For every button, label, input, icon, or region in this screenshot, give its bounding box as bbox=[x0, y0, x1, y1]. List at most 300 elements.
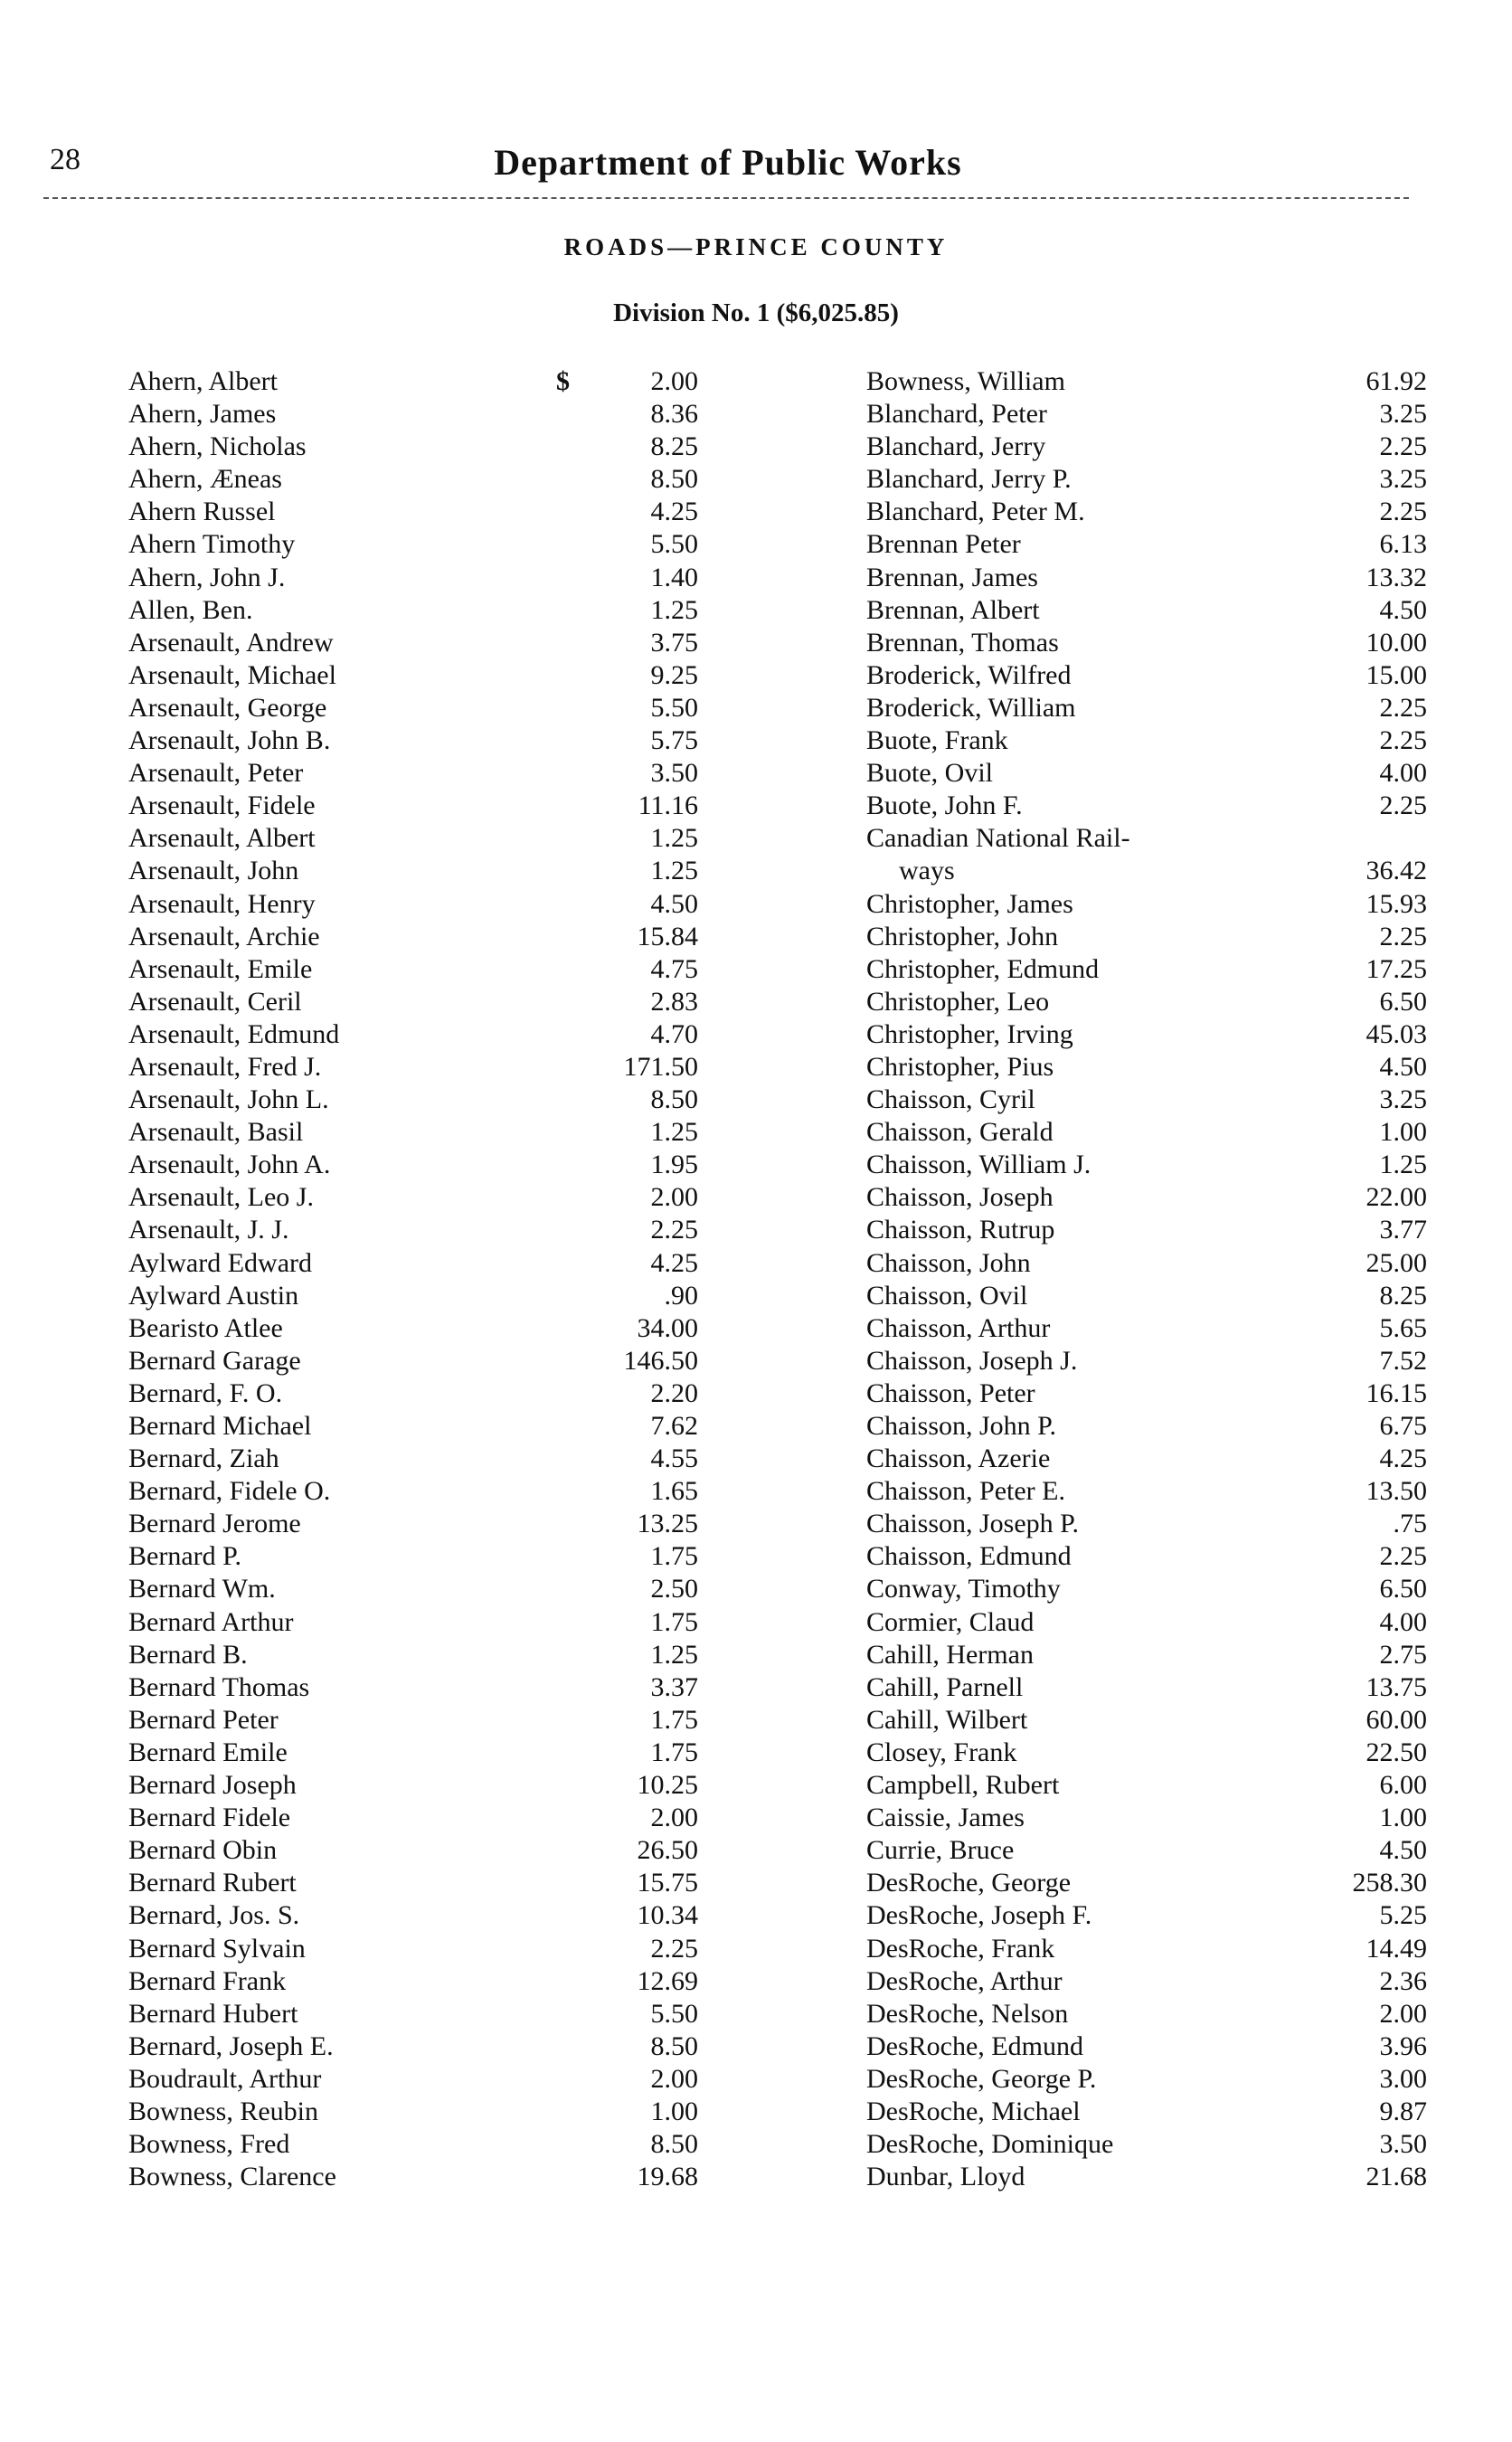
entry-name: Ahern Timothy bbox=[128, 529, 296, 560]
entry-name: ways bbox=[899, 856, 955, 886]
ledger-entry bbox=[128, 1508, 698, 1540]
ledger-entry bbox=[128, 953, 698, 986]
entry-name: Aylward Austin bbox=[128, 1280, 299, 1311]
ledger-entry bbox=[866, 562, 1427, 594]
entry-amount: 4.25 bbox=[1379, 1443, 1427, 1474]
entry-amount: 3.25 bbox=[1379, 464, 1427, 495]
entry-name: Bernard Peter bbox=[128, 1704, 279, 1735]
entry-amount: 3.25 bbox=[1379, 1084, 1427, 1115]
entry-amount: 2.25 bbox=[650, 1215, 698, 1245]
entry-name: Aylward Edward bbox=[128, 1247, 313, 1278]
ledger-entry bbox=[866, 1018, 1427, 1051]
ledger-entry bbox=[866, 1867, 1427, 1899]
entry-name: Bowness, Clarence bbox=[128, 2162, 336, 2192]
entry-name: Bernard Rubert bbox=[128, 1868, 297, 1898]
entry-name: Chaisson, Cyril bbox=[866, 1084, 1035, 1115]
entry-name: Chaisson, Ovil bbox=[866, 1280, 1028, 1311]
entry-name: Bernard Joseph bbox=[128, 1770, 297, 1801]
entry-amount: 15.84 bbox=[637, 921, 698, 951]
entry-name: Bowness, Fred bbox=[128, 2129, 290, 2160]
entry-name: Bernard, Ziah bbox=[128, 1443, 279, 1474]
entry-amount: 15.93 bbox=[1366, 888, 1427, 919]
entry-name: Bernard Emile bbox=[128, 1737, 288, 1767]
entry-name: Arsenault, Andrew bbox=[128, 627, 334, 658]
entry-amount: 17.25 bbox=[1366, 953, 1427, 984]
entry-amount: 2.83 bbox=[650, 986, 698, 1017]
ledger-entry bbox=[128, 398, 698, 431]
ledger-entry bbox=[866, 1149, 1427, 1181]
entry-amount: 4.00 bbox=[1379, 1606, 1427, 1637]
ledger-entry bbox=[866, 1704, 1427, 1737]
entry-name: Arsenault, George bbox=[128, 692, 327, 723]
ledger-entry bbox=[128, 1802, 698, 1834]
ledger-entry bbox=[866, 2030, 1427, 2063]
ledger-entry bbox=[128, 528, 698, 561]
ledger-entry bbox=[866, 1312, 1427, 1345]
entry-name: DesRoche, Edmund bbox=[866, 2030, 1083, 2061]
entry-amount: 11.16 bbox=[638, 790, 698, 821]
entry-amount: 8.50 bbox=[650, 2030, 698, 2061]
ledger-entry bbox=[866, 1084, 1427, 1116]
entry-name: Bernard Jerome bbox=[128, 1509, 301, 1539]
ledger-entry bbox=[128, 627, 698, 659]
entry-amount: 19.68 bbox=[637, 2162, 698, 2192]
entry-amount: 2.00 bbox=[650, 366, 698, 396]
ledger-entry bbox=[128, 2161, 698, 2193]
ledger-entry bbox=[128, 1312, 698, 1345]
ledger-entry bbox=[128, 1965, 698, 1998]
entry-name: Bernard, Fidele O. bbox=[128, 1476, 331, 1507]
ledger-entry bbox=[128, 1181, 698, 1214]
entry-name: Chaisson, John bbox=[866, 1247, 1031, 1278]
entry-name: Chaisson, Peter bbox=[866, 1377, 1035, 1408]
ledger-entry bbox=[128, 659, 698, 692]
ledger-entry bbox=[128, 757, 698, 790]
entry-name: Arsenault, Albert bbox=[128, 823, 316, 854]
ledger-entry bbox=[866, 1181, 1427, 1214]
entry-name: Blanchard, Jerry bbox=[866, 431, 1046, 462]
entry-name: Brennan, Thomas bbox=[866, 627, 1059, 658]
entry-name: Christopher, Leo bbox=[866, 986, 1050, 1017]
ledger-entry bbox=[128, 888, 698, 921]
entry-name: DesRoche, Joseph F. bbox=[866, 1900, 1092, 1931]
entry-name: Cahill, Herman bbox=[866, 1639, 1034, 1670]
entry-name: Dunbar, Lloyd bbox=[866, 2162, 1025, 2192]
ledger-entry bbox=[128, 1606, 698, 1639]
entry-name: DesRoche, Arthur bbox=[866, 1965, 1063, 1996]
ledger-entry bbox=[866, 1214, 1427, 1246]
ledger-entry bbox=[866, 790, 1427, 822]
entry-amount: 13.50 bbox=[1366, 1476, 1427, 1507]
ledger-entry bbox=[866, 528, 1427, 561]
entry-amount: 2.25 bbox=[650, 1933, 698, 1964]
entry-name: Christopher, James bbox=[866, 888, 1073, 919]
entry-amount: 2.25 bbox=[1379, 921, 1427, 951]
entry-name: Campbell, Rubert bbox=[866, 1770, 1060, 1801]
entry-name: Buote, Frank bbox=[866, 725, 1008, 756]
entry-amount: 1.00 bbox=[1379, 1117, 1427, 1148]
entry-amount: 3.25 bbox=[1379, 399, 1427, 430]
entry-name: Arsenault, Fidele bbox=[128, 790, 316, 821]
entry-name: Arsenault, Emile bbox=[128, 953, 313, 984]
entry-name: Broderick, William bbox=[866, 692, 1076, 723]
entry-name: Christopher, Irving bbox=[866, 1018, 1073, 1049]
ledger-entry bbox=[128, 1247, 698, 1280]
entry-name: Bernard Garage bbox=[128, 1345, 301, 1376]
ledger-entry bbox=[128, 1737, 698, 1769]
entry-name: Canadian National Rail- bbox=[866, 823, 1130, 854]
entry-amount: 7.52 bbox=[1379, 1345, 1427, 1376]
entry-name: Conway, Timothy bbox=[866, 1574, 1061, 1604]
entry-name: Cahill, Wilbert bbox=[866, 1704, 1028, 1735]
entry-amount: 8.25 bbox=[1379, 1280, 1427, 1311]
entry-name: Chaisson, Arthur bbox=[866, 1312, 1051, 1343]
ledger-entry bbox=[128, 1051, 698, 1084]
entry-amount: 2.00 bbox=[650, 1803, 698, 1833]
ledger-entry bbox=[128, 921, 698, 953]
entry-amount: 6.00 bbox=[1379, 1770, 1427, 1801]
entry-name: DesRoche, George P. bbox=[866, 2063, 1097, 2094]
entry-name: Cormier, Claud bbox=[866, 1606, 1035, 1637]
entry-amount: 8.50 bbox=[650, 464, 698, 495]
ledger-entry bbox=[866, 627, 1427, 659]
ledger-entry bbox=[866, 1933, 1427, 1965]
entry-amount: 4.75 bbox=[650, 953, 698, 984]
entry-amount: 4.50 bbox=[1379, 594, 1427, 625]
entry-name: Chaisson, John P. bbox=[866, 1411, 1057, 1441]
entry-amount: 2.00 bbox=[650, 1182, 698, 1213]
ledger-entry bbox=[128, 1084, 698, 1116]
entry-amount: 2.20 bbox=[650, 1377, 698, 1408]
entry-amount: 5.75 bbox=[650, 725, 698, 756]
entry-name: Arsenault, Michael bbox=[128, 659, 336, 690]
entry-name: Bowness, Reubin bbox=[128, 2096, 318, 2126]
ledger-entry bbox=[128, 1899, 698, 1932]
ledger-entry bbox=[866, 1475, 1427, 1508]
ledger-entry bbox=[866, 365, 1427, 398]
entry-amount: 1.25 bbox=[650, 1117, 698, 1148]
entry-amount: 6.13 bbox=[1379, 529, 1427, 560]
entry-name: Blanchard, Peter bbox=[866, 399, 1047, 430]
entry-amount: 2.25 bbox=[1379, 692, 1427, 723]
entry-name: Caissie, James bbox=[866, 1803, 1025, 1833]
entry-name: Broderick, Wilfred bbox=[866, 659, 1072, 690]
right-column bbox=[866, 365, 1427, 2193]
ledger-entry bbox=[128, 1443, 698, 1475]
ledger-entry bbox=[866, 1116, 1427, 1149]
ledger-entry bbox=[866, 1051, 1427, 1084]
entry-amount: 13.32 bbox=[1366, 562, 1427, 592]
ledger-entry bbox=[128, 822, 698, 855]
entry-name: Chaisson, Joseph P. bbox=[866, 1509, 1080, 1539]
ledger-entry bbox=[866, 496, 1427, 528]
ledger-entry bbox=[128, 1280, 698, 1312]
ledger-entry bbox=[866, 2063, 1427, 2096]
ledger-entry bbox=[866, 1769, 1427, 1802]
ledger-entry bbox=[128, 1834, 698, 1867]
ledger-entry bbox=[866, 921, 1427, 953]
ledger-entry bbox=[128, 1540, 698, 1573]
division-heading: Division No. 1 ($6,025.85) bbox=[613, 298, 899, 327]
entry-name: Bernard Thomas bbox=[128, 1671, 310, 1702]
entry-amount: 1.75 bbox=[650, 1541, 698, 1572]
entry-amount: 60.00 bbox=[1366, 1704, 1427, 1735]
ledger-entry bbox=[866, 1965, 1427, 1998]
entry-amount: 146.50 bbox=[623, 1345, 698, 1376]
currency-symbol: $ bbox=[556, 366, 570, 396]
entry-amount: 5.50 bbox=[650, 529, 698, 560]
entry-name: Chaisson, Joseph J. bbox=[866, 1345, 1078, 1376]
entry-name: Bernard Hubert bbox=[128, 1998, 298, 2029]
ledger-entry bbox=[128, 2096, 698, 2128]
entry-amount: 5.65 bbox=[1379, 1312, 1427, 1343]
ledger-entry bbox=[128, 1214, 698, 1246]
ledger-entry bbox=[128, 1345, 698, 1377]
ledger-entry bbox=[866, 2096, 1427, 2128]
entry-amount: 1.25 bbox=[650, 823, 698, 854]
entry-amount: 2.00 bbox=[1379, 1998, 1427, 2029]
entry-name: Arsenault, Basil bbox=[128, 1117, 304, 1148]
ledger-entry bbox=[128, 365, 698, 398]
entry-name: Chaisson, Rutrup bbox=[866, 1215, 1055, 1245]
entry-amount: 4.50 bbox=[650, 888, 698, 919]
entry-amount: 14.49 bbox=[1366, 1933, 1427, 1964]
entry-name: DesRoche, George bbox=[866, 1868, 1072, 1898]
entry-amount: 4.55 bbox=[650, 1443, 698, 1474]
entry-amount: 171.50 bbox=[623, 1051, 698, 1082]
ledger-entry bbox=[128, 1639, 698, 1671]
entry-name: Bernard B. bbox=[128, 1639, 248, 1670]
ledger-entry bbox=[128, 562, 698, 594]
ledger-entry bbox=[866, 659, 1427, 692]
entry-amount: 5.50 bbox=[650, 1998, 698, 2029]
entry-name: Bernard Frank bbox=[128, 1965, 287, 1996]
header-rule bbox=[43, 197, 1409, 199]
ledger-entry bbox=[866, 1573, 1427, 1605]
ledger-entry bbox=[128, 1998, 698, 2030]
entry-amount: 12.69 bbox=[637, 1965, 698, 1996]
ledger-entry bbox=[128, 790, 698, 822]
entry-amount: 2.36 bbox=[1379, 1965, 1427, 1996]
entry-amount: 1.75 bbox=[650, 1737, 698, 1767]
entry-amount: 7.62 bbox=[650, 1411, 698, 1441]
ledger-entry bbox=[866, 431, 1427, 463]
entry-amount: 2.50 bbox=[650, 1574, 698, 1604]
ledger-entry bbox=[128, 1410, 698, 1443]
entry-amount: 3.75 bbox=[650, 627, 698, 658]
entry-amount: 5.25 bbox=[1379, 1900, 1427, 1931]
ledger-entry bbox=[866, 986, 1427, 1018]
entry-name: Ahern, John J. bbox=[128, 562, 286, 592]
ledger-entry bbox=[866, 1899, 1427, 1932]
ledger-entry bbox=[128, 1933, 698, 1965]
entry-name: Arsenault, Archie bbox=[128, 921, 320, 951]
entry-amount: 1.75 bbox=[650, 1606, 698, 1637]
entry-amount: 1.00 bbox=[1379, 1803, 1427, 1833]
entry-name: Bernard, F. O. bbox=[128, 1377, 283, 1408]
entry-amount: 258.30 bbox=[1352, 1868, 1427, 1898]
entry-amount: 3.50 bbox=[1379, 2129, 1427, 2160]
entry-name: Arsenault, Ceril bbox=[128, 986, 302, 1017]
section-title: ROADS—PRINCE COUNTY bbox=[563, 233, 949, 260]
entry-amount: 9.87 bbox=[1379, 2096, 1427, 2126]
entry-amount: 8.36 bbox=[650, 399, 698, 430]
entry-amount: 1.25 bbox=[1379, 1150, 1427, 1180]
entry-amount: 4.50 bbox=[1379, 1051, 1427, 1082]
entry-name: Ahern, Albert bbox=[128, 366, 278, 396]
entry-amount: 13.75 bbox=[1366, 1671, 1427, 1702]
entry-amount: 1.75 bbox=[650, 1704, 698, 1735]
ledger-entry bbox=[866, 692, 1427, 724]
ledger-entry bbox=[128, 1867, 698, 1899]
entry-name: Christopher, Pius bbox=[866, 1051, 1054, 1082]
ledger-entry bbox=[866, 1508, 1427, 1540]
entry-amount: 4.50 bbox=[1379, 1835, 1427, 1866]
ledger-entry bbox=[128, 1704, 698, 1737]
entry-name: DesRoche, Nelson bbox=[866, 1998, 1069, 2029]
entry-name: Cahill, Parnell bbox=[866, 1671, 1024, 1702]
ledger-entry bbox=[866, 2161, 1427, 2193]
entry-name: DesRoche, Michael bbox=[866, 2096, 1081, 2126]
entry-amount: 21.68 bbox=[1366, 2162, 1427, 2192]
entry-name: Bowness, William bbox=[866, 366, 1065, 396]
entry-name: Bernard Michael bbox=[128, 1411, 312, 1441]
ledger-entry bbox=[866, 1639, 1427, 1671]
entry-amount: 4.70 bbox=[650, 1018, 698, 1049]
entry-name: Closey, Frank bbox=[866, 1737, 1017, 1767]
ledger-entry bbox=[128, 1671, 698, 1704]
entry-name: Allen, Ben. bbox=[128, 594, 253, 625]
entry-name: Ahern, Æneas bbox=[128, 464, 282, 495]
ledger-entry bbox=[866, 1802, 1427, 1834]
entry-amount: 2.25 bbox=[1379, 725, 1427, 756]
entry-amount: 10.34 bbox=[637, 1900, 698, 1931]
ledger-entry bbox=[866, 463, 1427, 496]
entry-name: Christopher, Edmund bbox=[866, 953, 1100, 984]
ledger-entry bbox=[128, 1018, 698, 1051]
entry-name: Arsenault, Edmund bbox=[128, 1018, 340, 1049]
entry-amount: 9.25 bbox=[650, 659, 698, 690]
ledger-entry bbox=[866, 398, 1427, 431]
ledger-entry bbox=[128, 594, 698, 627]
ledger-entry bbox=[128, 2128, 698, 2161]
entry-name: Brennan Peter bbox=[866, 529, 1021, 560]
ledger-entry bbox=[128, 855, 698, 887]
entry-amount: 2.25 bbox=[1379, 431, 1427, 462]
entry-name: Blanchard, Jerry P. bbox=[866, 464, 1072, 495]
ledger-entry bbox=[866, 1998, 1427, 2030]
entry-name: Currie, Bruce bbox=[866, 1835, 1015, 1866]
entry-name: Ahern Russel bbox=[128, 497, 276, 527]
entry-amount: 4.00 bbox=[1379, 758, 1427, 789]
entry-amount: 5.50 bbox=[650, 692, 698, 723]
entry-amount: 45.03 bbox=[1366, 1018, 1427, 1049]
entry-amount: 10.00 bbox=[1366, 627, 1427, 658]
ledger-entry bbox=[866, 822, 1427, 855]
entry-amount: 3.37 bbox=[650, 1671, 698, 1702]
ledger-entry bbox=[128, 692, 698, 724]
left-column bbox=[128, 365, 698, 2193]
entry-name: Bernard Fidele bbox=[128, 1803, 291, 1833]
entry-amount: 2.25 bbox=[1379, 1541, 1427, 1572]
entry-amount: 6.75 bbox=[1379, 1411, 1427, 1441]
ledger-entry bbox=[866, 1737, 1427, 1769]
ledger-entry bbox=[866, 1606, 1427, 1639]
entry-amount: 25.00 bbox=[1366, 1247, 1427, 1278]
ledger-entry bbox=[866, 1377, 1427, 1410]
entry-name: Bernard, Joseph E. bbox=[128, 2030, 334, 2061]
ledger-entry bbox=[128, 463, 698, 496]
entry-amount: 36.42 bbox=[1366, 856, 1427, 886]
ledger-entry bbox=[128, 1149, 698, 1181]
entry-amount: 2.00 bbox=[650, 2063, 698, 2094]
ledger-entry bbox=[866, 2128, 1427, 2161]
entry-name: Brennan, James bbox=[866, 562, 1038, 592]
ledger-entry bbox=[128, 1377, 698, 1410]
entry-name: Chaisson, Edmund bbox=[866, 1541, 1072, 1572]
ledger-entry bbox=[128, 496, 698, 528]
entry-name: Arsenault, J. J. bbox=[128, 1215, 289, 1245]
ledger-entry bbox=[866, 1671, 1427, 1704]
ledger-entry bbox=[866, 888, 1427, 921]
entry-name: Blanchard, Peter M. bbox=[866, 497, 1085, 527]
entry-amount: 1.25 bbox=[650, 594, 698, 625]
entry-name: Bernard, Jos. S. bbox=[128, 1900, 300, 1931]
entry-amount: 2.25 bbox=[1379, 497, 1427, 527]
ledger-entry bbox=[128, 2030, 698, 2063]
ledger-entry bbox=[128, 1573, 698, 1605]
entry-name: Arsenault, Fred J. bbox=[128, 1051, 322, 1082]
entry-name: Arsenault, Leo J. bbox=[128, 1182, 314, 1213]
ledger-entry bbox=[866, 855, 1427, 887]
entry-name: Chaisson, Azerie bbox=[866, 1443, 1051, 1474]
entry-amount: 16.15 bbox=[1366, 1377, 1427, 1408]
entry-amount: 1.65 bbox=[650, 1476, 698, 1507]
ledger-entry bbox=[128, 986, 698, 1018]
entry-name: Bernard Arthur bbox=[128, 1606, 294, 1637]
entry-amount: 3.00 bbox=[1379, 2063, 1427, 2094]
entry-amount: .90 bbox=[664, 1280, 698, 1311]
entry-name: Buote, Ovil bbox=[866, 758, 993, 789]
entry-name: Bernard Sylvain bbox=[128, 1933, 306, 1964]
page-header bbox=[50, 143, 1406, 190]
entry-amount: 8.50 bbox=[650, 2129, 698, 2160]
entry-name: Arsenault, John L. bbox=[128, 1084, 329, 1115]
entry-amount: 22.00 bbox=[1366, 1182, 1427, 1213]
entry-name: Buote, John F. bbox=[866, 790, 1023, 821]
entry-amount: 1.95 bbox=[650, 1150, 698, 1180]
entry-amount: 61.92 bbox=[1366, 366, 1427, 396]
entry-name: Arsenault, Peter bbox=[128, 758, 304, 789]
entry-amount: 3.96 bbox=[1379, 2030, 1427, 2061]
entry-amount: 3.77 bbox=[1379, 1215, 1427, 1245]
entry-amount: 4.25 bbox=[650, 497, 698, 527]
ledger-entry bbox=[866, 1540, 1427, 1573]
entry-name: Arsenault, John B. bbox=[128, 725, 331, 756]
entry-name: Chaisson, Peter E. bbox=[866, 1476, 1065, 1507]
entry-amount: 15.75 bbox=[637, 1868, 698, 1898]
entry-amount: 26.50 bbox=[637, 1835, 698, 1866]
entry-amount: 13.25 bbox=[637, 1509, 698, 1539]
entry-name: Bernard Obin bbox=[128, 1835, 278, 1866]
entry-name: Bearisto Atlee bbox=[128, 1312, 283, 1343]
ledger-entry bbox=[128, 1116, 698, 1149]
entry-name: DesRoche, Frank bbox=[866, 1933, 1055, 1964]
entry-amount: 1.00 bbox=[650, 2096, 698, 2126]
entry-name: Chaisson, Gerald bbox=[866, 1117, 1054, 1148]
entry-amount: 6.50 bbox=[1379, 986, 1427, 1017]
entry-amount: 1.40 bbox=[650, 562, 698, 592]
